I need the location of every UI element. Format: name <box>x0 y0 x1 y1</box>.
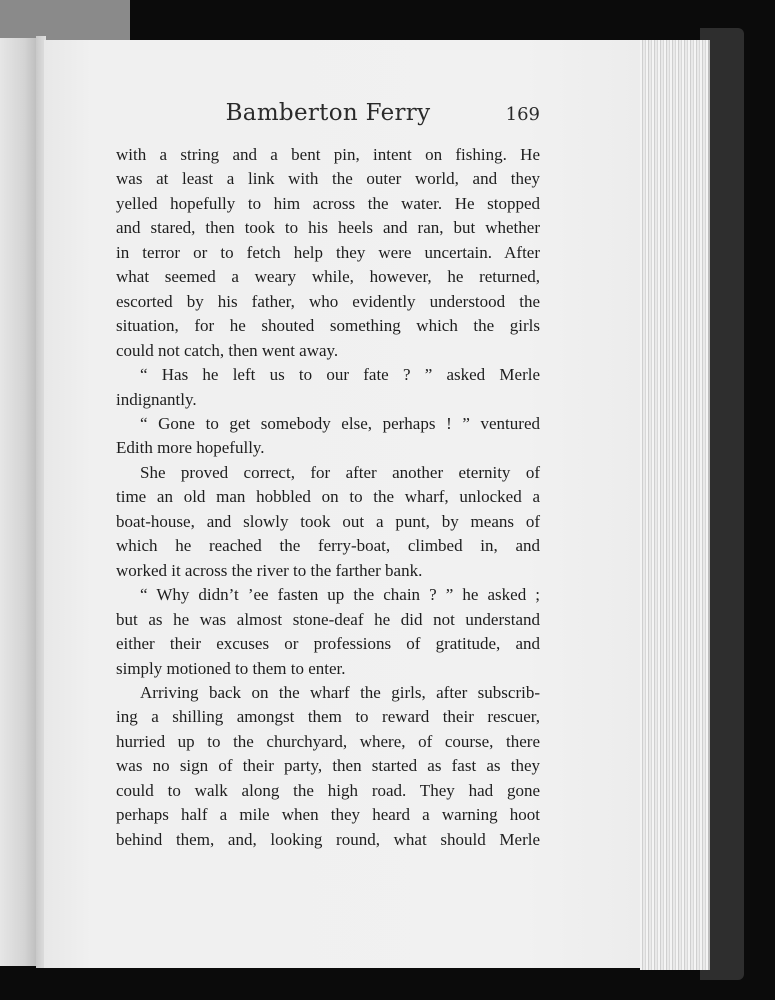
text-line: could to walk along the high road. They had gone <box>116 780 540 800</box>
text-line: Arriving back on the wharf the girls, after subscrib- <box>140 682 540 702</box>
page-header <box>116 100 540 136</box>
text-line: simply motioned to them to enter. <box>116 658 346 678</box>
text-line: either their excuses or professions of gratitude, and <box>116 634 540 654</box>
text-line: but as he was almost stone-deaf he did not understand <box>116 609 540 629</box>
running-title: Bamberton Ferry <box>225 100 431 126</box>
text-line: She proved correct, for after another eternity of <box>140 462 540 482</box>
body-text <box>116 143 540 852</box>
text-line: Edith more hopefully. <box>116 438 265 458</box>
text-line: which he reached the ferry-boat, climbed in, and <box>116 536 540 556</box>
text-line: worked it across the river to the farther bank. <box>116 560 423 580</box>
text-line: escorted by his father, who evidently understood the <box>116 291 540 311</box>
text-line: could not catch, then went away. <box>116 340 339 360</box>
text-line: with a string and a bent pin, intent on fishing. He <box>116 145 540 164</box>
text-line: in terror or to fetch help they were uncertain. After <box>116 242 540 262</box>
text-line: was at least a link with the outer world, and they <box>116 169 540 189</box>
text-line: hurried up to the churchyard, where, of course, there <box>116 731 540 751</box>
text-line: situation, for he shouted something which the girls <box>116 316 540 336</box>
text-line: perhaps half a mile when they heard a warning hoot <box>116 805 540 825</box>
text-line: and stared, then took to his heels and ran, but whether <box>116 218 540 238</box>
page-number: 169 <box>505 104 540 125</box>
text-line: yelled hopefully to him across the water. He stopped <box>116 193 540 213</box>
text-line: “ Why didn’t ’ee fasten up the chain ? ” he asked ; <box>140 585 540 605</box>
text-line: boat-house, and slowly took out a punt, by means of <box>116 511 540 531</box>
text-line: time an old man hobbled on to the wharf, unlocked a <box>116 487 540 507</box>
text-line: indignantly. <box>116 389 197 409</box>
text-line: behind them, and, looking round, what should Merle <box>116 829 540 849</box>
text-line: what seemed a weary while, however, he returned, <box>116 267 540 287</box>
page-block-edges <box>640 40 710 970</box>
text-line: “ Gone to get somebody else, perhaps ! ” ventured <box>140 413 540 433</box>
text-line: “ Has he left us to our fate ? ” asked Merle <box>140 365 540 385</box>
text-line: ing a shilling amongst them to reward their rescuer, <box>116 707 540 727</box>
background-gray-patch <box>0 0 130 42</box>
text-line: was no sign of their party, then started as fast as they <box>116 756 540 776</box>
